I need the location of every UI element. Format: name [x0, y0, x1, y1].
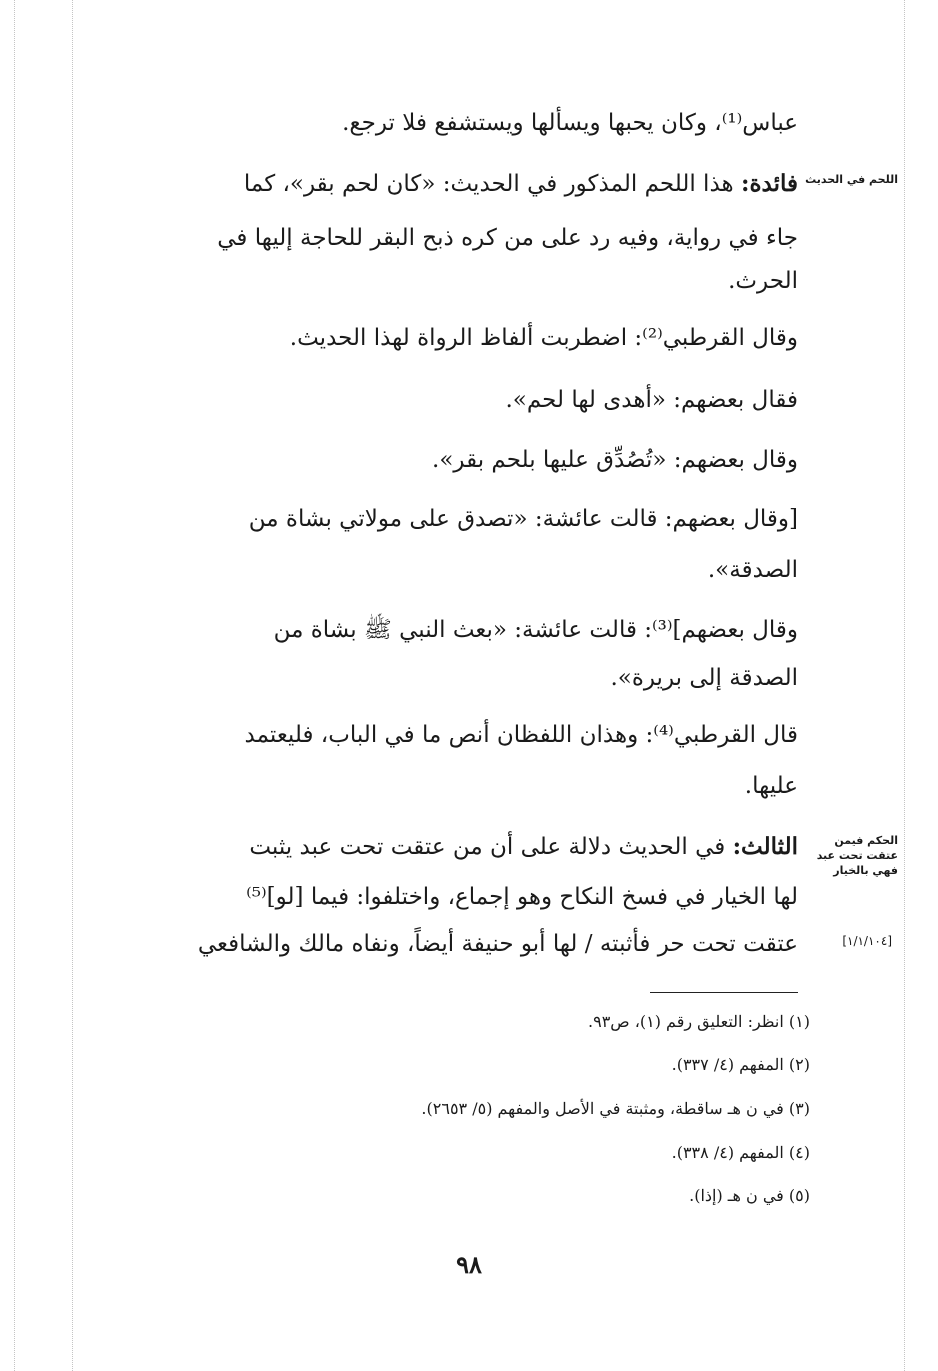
line-4: الحرث.: [728, 268, 798, 294]
margin-note-meat: اللحم في الحديث: [805, 173, 898, 186]
line-2-text: هذا اللحم المذكور في الحديث: «كان لحم بقر»، كما: [243, 171, 741, 197]
footnote-5: (٥) في ن هـ (إذا).: [689, 1186, 810, 1205]
benefit-label: فائدة:: [740, 170, 798, 197]
line-8: [وقال بعضهم: قالت عائشة: «تصدق على مولاتي بشاة من: [248, 506, 798, 532]
footnote-2: (٢) المفهم (٤/ ٣٣٧).: [671, 1055, 810, 1074]
line-3: جاء في رواية، وفيه رد على من كره ذبح البقر للحاجة إليها في: [217, 225, 798, 251]
line-14-text: في الحديث دلالة على أن من عتقت تحت عبد يثبت: [249, 834, 733, 860]
line-15: لها الخيار في فسخ النكاح وهو إجماع، واختلفوا: فيما [لو]⁽⁵⁾: [246, 884, 798, 910]
line-5: وقال القرطبي⁽²⁾: اضطربت ألفاظ الرواة لهذا الحديث.: [289, 325, 798, 351]
line-10: وقال بعضهم]⁽³⁾: قالت عائشة: «بعث النبي ﷺ بشاة من: [273, 617, 798, 643]
margin-guide-left: [14, 0, 15, 1371]
footnote-separator: [650, 992, 798, 993]
footnote-1: (١) انظر: التعليق رقم (١)، ص٩٣.: [588, 1012, 810, 1031]
page-number: ٩٨: [456, 1250, 482, 1279]
line-6: فقال بعضهم: «أهدى لها لحم».: [505, 387, 798, 413]
footnote-3: (٣) في ن هـ ساقطة، ومثبتة في الأصل والمفهم (٥/ ٢٦٥٣).: [421, 1099, 810, 1118]
line-13: عليها.: [744, 773, 798, 799]
line-2: [128, 170, 798, 197]
margin-note-ruling: الحكم فيمن عتقت تحت عبد فهي بالخيار: [816, 834, 898, 877]
footnote-4: (٤) المفهم (٤/ ٣٣٨).: [671, 1143, 810, 1162]
margin-guide-right: [904, 0, 905, 1371]
margin-note-ref: [١/١/١٠٤]: [842, 934, 892, 948]
line-9: الصدقة».: [707, 557, 798, 583]
line-11: الصدقة إلى بريرة».: [610, 665, 798, 691]
line-16: عتقت تحت حر فأثبته / لها أبو حنيفة أيضاً، ونفاه مالك والشافعي: [197, 931, 798, 957]
margin-guide-left-inner: [72, 0, 73, 1371]
line-12: قال القرطبي⁽⁴⁾: وهذان اللفظان أنص ما في الباب، فليعتمد: [244, 722, 798, 748]
line-7: وقال بعضهم: «تُصُدِّق عليها بلحم بقر».: [432, 447, 798, 473]
line-14: [128, 833, 798, 860]
line-1: عباس⁽¹⁾، وكان يحبها ويسألها ويستشفع فلا ترجع.: [342, 110, 798, 136]
third-label: الثالث:: [732, 833, 798, 860]
